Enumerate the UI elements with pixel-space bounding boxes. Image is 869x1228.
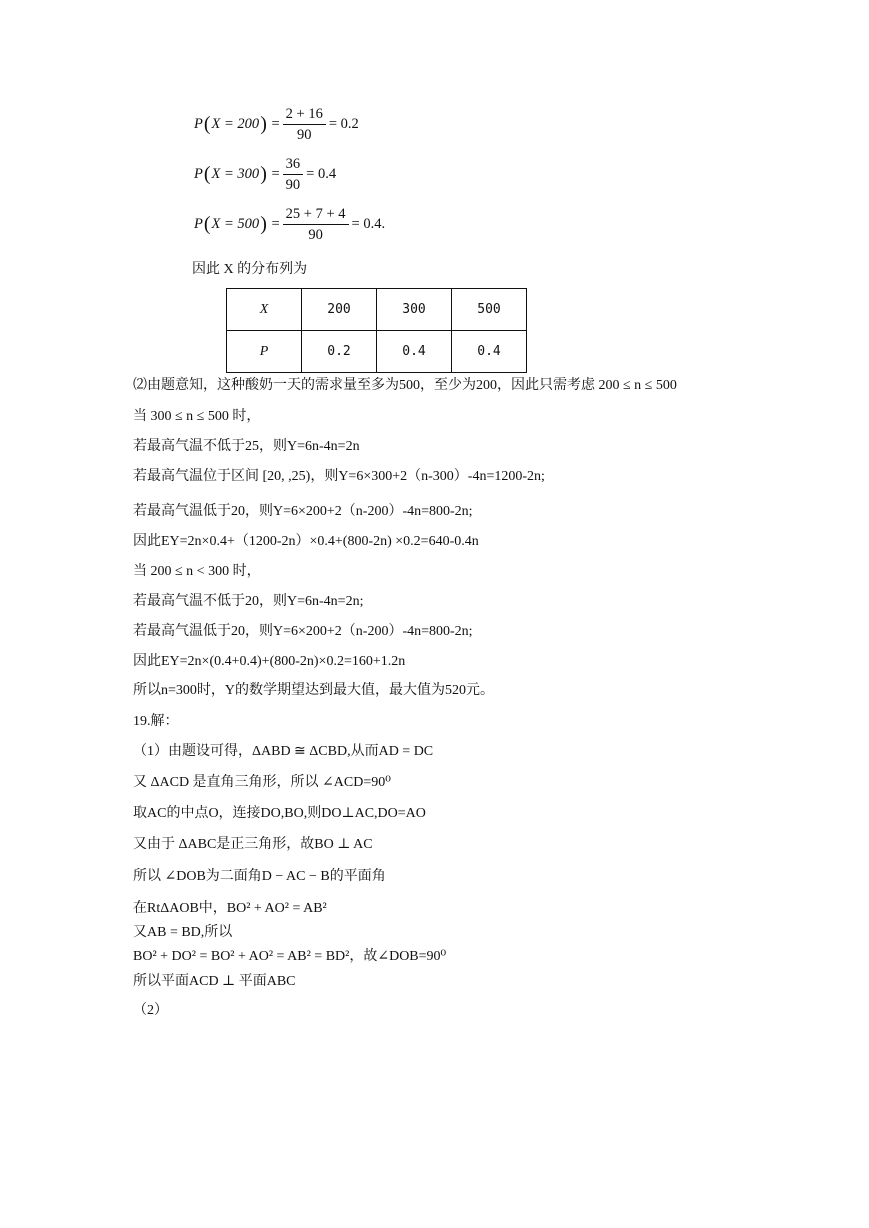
prob-eq-1: P ( X = 200 ) = $\frac{2 + 16}{90}$ = 0.2 [194, 106, 359, 143]
prob-eq-2: P ( X = 300 ) = $\frac{36}{90}$ = 0.4 [194, 156, 337, 193]
prob-result: = 0.4 [351, 216, 382, 232]
text-line: 所以n=300时，Y的数学期望达到最大值，最大值为520元。 [133, 683, 495, 698]
text-line: （1）由题设可得，ΔABD ≅ ΔCBD,从而AD = DC [133, 744, 434, 759]
text-line: 若最高气温低于20，则Y=6×200+2（n-200）-4n=800-2n; [133, 504, 473, 519]
table-cell: 200 [302, 289, 377, 331]
table-cell: X [227, 289, 302, 331]
denominator: 90 [308, 227, 323, 243]
numerator: 36 [283, 156, 304, 175]
denominator: 90 [285, 177, 301, 193]
text-line: ⑵由题意知，这种酸奶一天的需求量至多为500，至少为200，因此只需考虑 200 ≤ n ≤ 500 [133, 378, 677, 393]
table-cell: 0.4 [377, 331, 452, 373]
fraction [283, 106, 326, 143]
text-line: 所以平面ACD ⊥ 平面ABC [133, 974, 296, 989]
prob-lhs: P [194, 116, 203, 132]
prob-arg: X = 500 [211, 216, 260, 232]
text-line: 又AB = BD,所以 [133, 925, 233, 940]
denominator: 90 [297, 127, 312, 143]
prob-result: = 0.4 [306, 166, 337, 182]
text-line: 因此EY=2n×(0.4+0.4)+(800-2n)×0.2=160+1.2n [133, 654, 406, 669]
section-heading: 19.解： [133, 714, 179, 729]
prob-lhs: P [194, 166, 203, 182]
text-line: 又由于 ΔABC是正三角形，故BO ⊥ AC [133, 837, 373, 852]
numerator: 25 + 7 + 4 [283, 206, 349, 225]
text-line: 又 ΔACD 是直角三角形，所以 ∠ACD=90⁰ [133, 775, 391, 790]
prob-arg: X = 300 [211, 166, 260, 182]
table-cell: 500 [452, 289, 527, 331]
table-row [227, 289, 527, 331]
prob-lhs: P [194, 216, 203, 232]
prob-eq-3: P ( X = 500 ) = $\frac{25 + 7 + 4}{90}$ = 0.4 . [194, 206, 386, 243]
text-line: 所以 ∠DOB为二面角D − AC − B的平面角 [133, 869, 386, 884]
numerator: 2 + 16 [283, 106, 326, 125]
text-line: 因此EY=2n×0.4+（1200-2n）×0.4+(800-2n) ×0.2=640-0.4n [133, 534, 479, 549]
text-line: 当 300 ≤ n ≤ 500 时， [133, 409, 261, 424]
fraction [283, 156, 304, 193]
table-cell: P [227, 331, 302, 373]
text-line: 当 200 ≤ n < 300 时， [133, 564, 261, 579]
table-cell: 0.4 [452, 331, 527, 373]
distribution-intro: 因此 X 的分布列为 [192, 262, 308, 277]
text-line: 若最高气温低于20，则Y=6×200+2（n-200）-4n=800-2n; [133, 624, 473, 639]
text-line: 在RtΔAOB中，BO² + AO² = AB² [133, 901, 327, 916]
table-cell: 300 [377, 289, 452, 331]
prob-arg: X = 200 [211, 116, 260, 132]
text-line: 若最高气温不低于25，则Y=6n-4n=2n [133, 439, 360, 454]
table-cell: 0.2 [302, 331, 377, 373]
text-line: 若最高气温位于区间 [20, ,25)，则Y=6×300+2（n-300）-4n=1200-2n; [133, 469, 545, 484]
distribution-table [226, 288, 527, 373]
text-line: 取AC的中点O，连接DO,BO,则DO⊥AC,DO=AO [133, 806, 426, 821]
text-line: BO² + DO² = BO² + AO² = AB² = BD²，故∠DOB=90⁰ [133, 949, 447, 964]
text-line: （2） [133, 1003, 168, 1018]
prob-result: = 0.2 [328, 116, 359, 132]
table-row [227, 331, 527, 373]
text-line: 若最高气温不低于20，则Y=6n-4n=2n; [133, 594, 364, 609]
fraction [283, 206, 349, 243]
